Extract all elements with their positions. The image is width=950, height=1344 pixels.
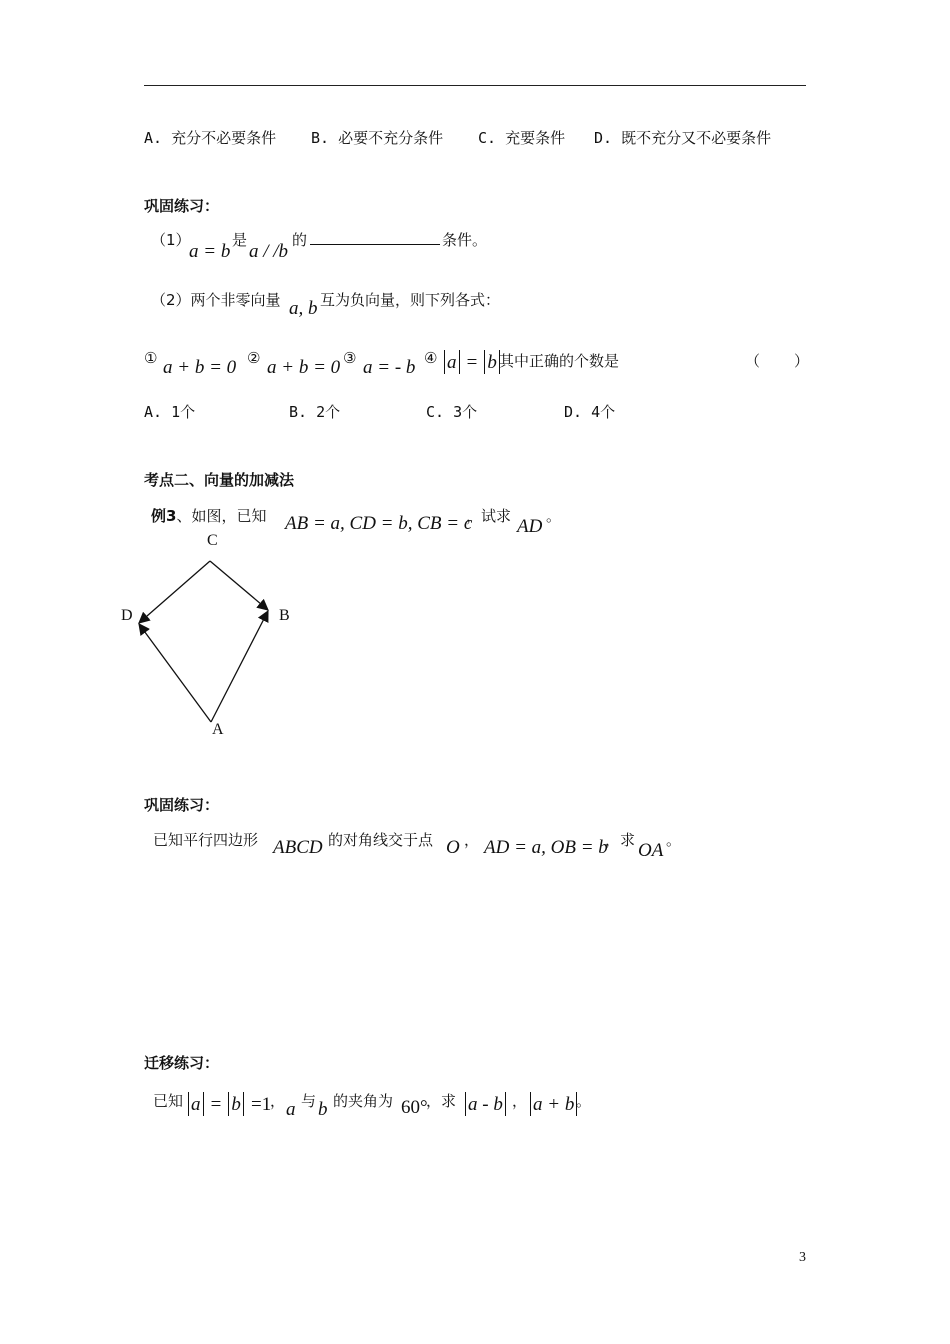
section-heading: 迁移练习： [144, 1054, 220, 1072]
question-text: ，试求 [466, 507, 512, 525]
question-text: 是 [232, 231, 248, 249]
math-expression: a + b = 0 [163, 357, 237, 378]
answer-paren-left: （ [745, 352, 761, 370]
answer-blank [310, 232, 440, 251]
page-number: 3 [799, 1250, 806, 1265]
math-expression: 60° [401, 1097, 428, 1118]
point-label-a: A [212, 721, 224, 738]
punctuation: 。 [546, 507, 562, 525]
question-text: 的 [292, 231, 308, 249]
question-text: 已知平行四边形 [153, 831, 259, 849]
question-text: ，求 [605, 831, 636, 849]
question-text: 已知 [153, 1092, 184, 1110]
math-expression: a = b [442, 350, 502, 374]
circled-number: ② [247, 349, 261, 367]
choice-b: B. 2个 [289, 403, 341, 421]
vector-ab [211, 611, 268, 722]
circled-number: ① [144, 349, 158, 367]
choice-b: B. 必要不充分条件 [311, 129, 444, 147]
punctuation: ， [512, 1092, 528, 1110]
circled-number: ③ [343, 349, 357, 367]
section-heading: 巩固练习： [144, 197, 220, 215]
math-expression: AD [517, 516, 543, 537]
choice-d: D. 既不充分又不必要条件 [594, 129, 772, 147]
vector-cd [139, 561, 210, 623]
question-text: 条件。 [442, 231, 488, 249]
question-text: 互为负向量，则下列各式： [320, 291, 501, 309]
vector-cb [210, 561, 268, 610]
punctuation: 。 [666, 831, 682, 849]
choice-c: C. 3个 [426, 403, 478, 421]
punctuation: ， [464, 831, 480, 849]
answer-paren-right: ） [794, 352, 810, 370]
question-text: 的夹角为 [333, 1092, 394, 1110]
math-expression: a - b [463, 1092, 508, 1116]
question-text: 的对角线交于点 [328, 831, 434, 849]
math-expression: a [286, 1099, 296, 1120]
question-text: ，求 [426, 1092, 457, 1110]
point-label-d: D [121, 607, 133, 624]
section-heading: 考点二、向量的加减法 [144, 471, 295, 489]
punctuation: ， [270, 1092, 286, 1110]
math-expression: a + b = 0 [267, 357, 341, 378]
math-expression: a, b [289, 298, 318, 319]
vector-figure [110, 528, 310, 743]
math-expression: OA [638, 840, 664, 861]
point-label-b: B [279, 607, 290, 624]
math-expression: b [318, 1099, 328, 1120]
question-text: 与 [301, 1092, 317, 1110]
point-label-c: C [207, 532, 218, 549]
math-expression: a = b [189, 241, 231, 262]
math-expression: a + b [528, 1092, 579, 1116]
math-expression: ABCD [273, 837, 323, 858]
math-expression: O [446, 837, 460, 858]
header-rule [144, 85, 806, 86]
math-expression: a / /b [249, 241, 289, 262]
punctuation: 。 [576, 1092, 592, 1110]
question-text: 其中正确的个数是 [499, 352, 620, 370]
circled-number: ④ [424, 349, 438, 367]
section-heading: 巩固练习： [144, 796, 220, 814]
choice-a: A. 充分不必要条件 [144, 129, 277, 147]
choice-d: D. 4个 [564, 403, 616, 421]
vector-ad [139, 624, 211, 722]
math-expression: a = b =1 [186, 1092, 271, 1116]
choice-a: A. 1个 [144, 403, 196, 421]
example-label: 例3、如图，已知 [151, 507, 267, 525]
question-text: （2）两个非零向量 [151, 291, 281, 309]
math-expression: AB = a, CD = b, CB = c [285, 513, 473, 534]
question-number: （1） [151, 231, 191, 249]
math-expression: a = - b [363, 357, 416, 378]
math-expression: AD = a, OB = b [484, 837, 608, 858]
choice-c: C. 充要条件 [478, 129, 566, 147]
